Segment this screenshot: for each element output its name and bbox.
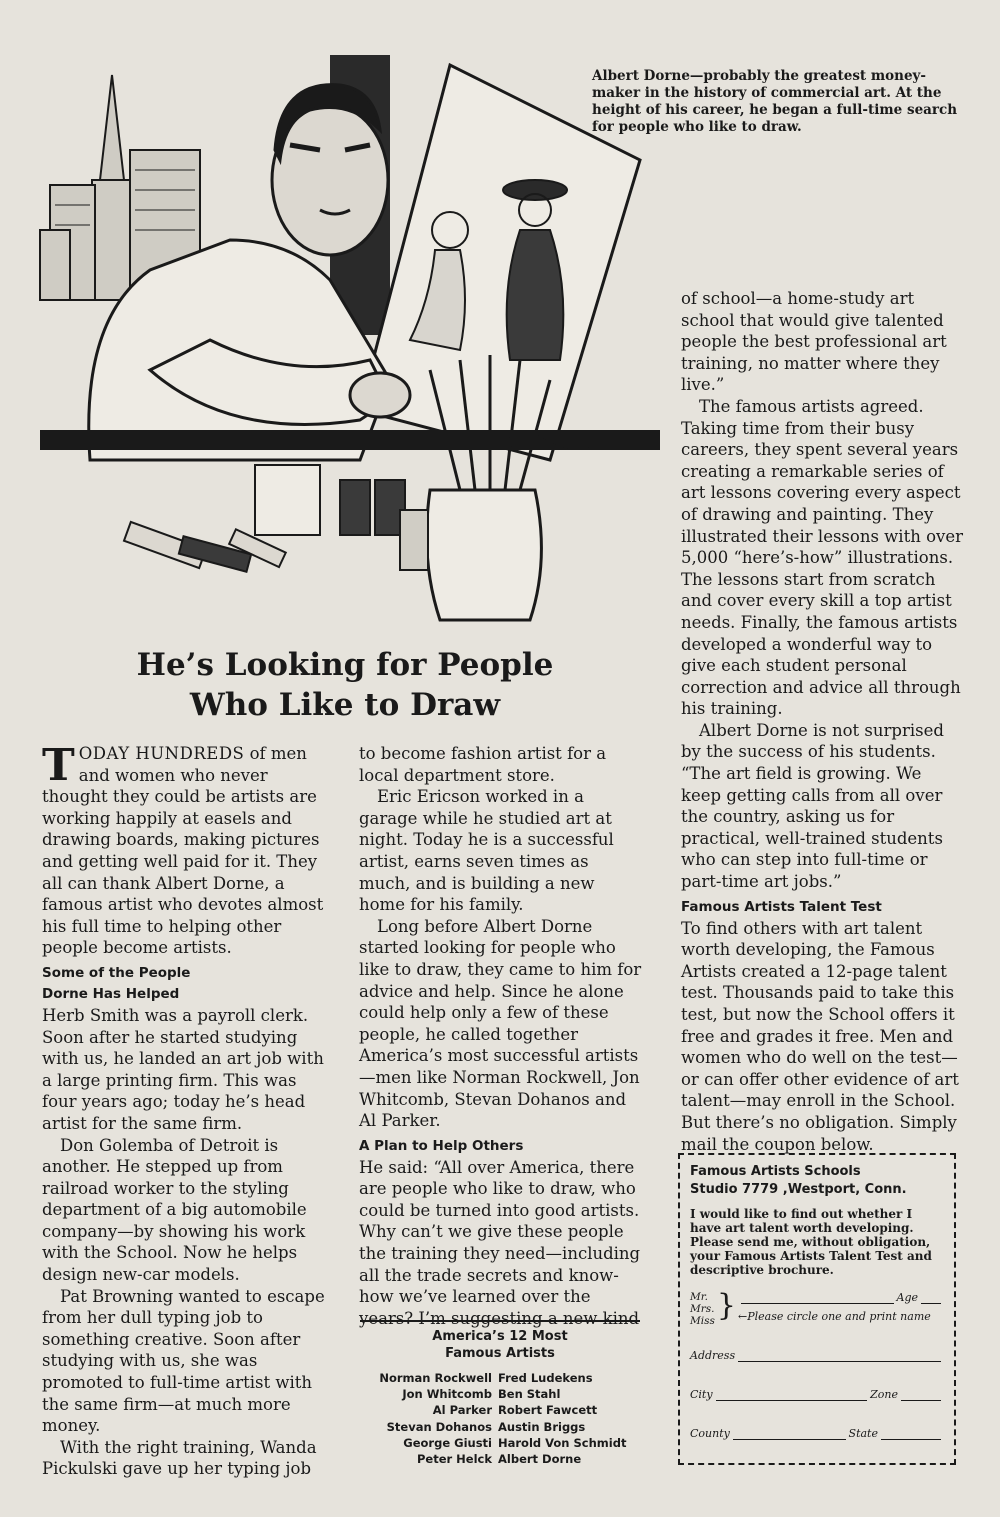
artist-name: George Giusti [403, 1435, 492, 1450]
list-title-line-1: America’s 12 Most [432, 1329, 568, 1344]
name-field[interactable] [741, 1291, 894, 1304]
city-field[interactable] [716, 1388, 868, 1401]
headline-line-2: Who Like to Draw [189, 687, 501, 723]
column-2 [359, 743, 642, 1329]
column-3 [681, 288, 963, 1155]
list-row [360, 1402, 640, 1418]
paragraph-artists-agreed: The famous artists agreed. Taking time from their busy careers, they spent several years creating a remarkable series of art lessons covering every aspect of drawing and painting. They illustrated their lessons with over 5,000 “here’s-how” illustrations. The lessons start from scratch and cover every skill a top artist needs. Finally, the famous artists developed a wonderful way to give each student personal correction and advice all through his training. [681, 396, 963, 719]
subhead-line-1: Some of the People [42, 964, 191, 981]
county-label: County [690, 1427, 730, 1440]
famous-artists-list [360, 1320, 640, 1467]
paragraph-pat-browning: Pat Browning wanted to escape from her dull typing job to something creative. Soon after studying with us, she was promoted to full-time artist with the same firm—at much more money. [42, 1286, 325, 1436]
city-zone-row [690, 1388, 944, 1401]
list-row [360, 1419, 640, 1435]
name-age-row [738, 1291, 944, 1304]
caption [592, 68, 962, 136]
drop-cap: T [42, 740, 75, 791]
coupon-body: I would like to find out whether I have art talent worth developing. Please send me, without obligation, your Famous Artists Talent Test and descriptive brochure. [690, 1207, 932, 1277]
list-title-line-2: Famous Artists [445, 1346, 555, 1361]
intro-caps: ODAY HUNDREDS [78, 744, 245, 763]
paragraph-he-said: He said: “All over America, there are people who like to draw, who could be turned into good artists. Why can’t we give these people the training they need—including all the trade secrets and know-how we’ve learned over the years? I’m suggesting a new kind [359, 1157, 641, 1328]
address-row [690, 1349, 944, 1362]
list-title [360, 1328, 640, 1362]
list-row [360, 1386, 640, 1402]
zone-field[interactable] [901, 1388, 941, 1401]
coupon-school-name: Famous Artists Schools [690, 1164, 861, 1179]
city-label: City [690, 1388, 713, 1401]
paragraph-herb-smith: Herb Smith was a payroll clerk. Soon after he started studying with us, he landed an art job with a large printing firm. This was four years ago; today he’s head artist for the same firm. [42, 1005, 324, 1133]
paragraph-long-before: Long before Albert Dorne started looking for people who like to draw, they came to him for advice and help. Since he alone could help only a few of these people, he called together America’s most successful artists—men like Norman Rockwell, Jon Whitcomb, Stevan Dohanos and Al Parker. [359, 916, 642, 1131]
age-label: Age [896, 1291, 918, 1304]
mail-coupon[interactable] [678, 1153, 956, 1465]
artist-name: Fred Ludekens [498, 1371, 593, 1385]
artist-illustration [30, 40, 660, 640]
address-label: Address [690, 1349, 736, 1362]
intro-text: of men and women who never thought they could be artists are working happily at easels and drawing boards, making pictures and getting well paid for it. They all can thank Albert Dorne, a famous artist who devotes almost his full time to helping other people become artists. [42, 744, 324, 958]
subhead-talent-test: Famous Artists Talent Test [681, 898, 882, 915]
title-mr[interactable]: Mr. [690, 1291, 708, 1303]
caption-name: Albert Dorne [592, 68, 690, 84]
brace-icon: } [716, 1288, 736, 1323]
headline-line-1: He’s Looking for People [136, 647, 554, 683]
age-field[interactable] [921, 1291, 941, 1304]
zone-label: Zone [870, 1388, 898, 1401]
artist-name: Ben Stahl [498, 1387, 561, 1402]
paragraph-wanda-cont: to become fashion artist for a local department store. [359, 744, 607, 785]
subhead-people-helped [42, 963, 325, 1005]
artist-name: Austin Briggs [498, 1419, 586, 1434]
title-options [690, 1291, 715, 1327]
artist-name: Albert Dorne [498, 1452, 582, 1467]
coupon-studio-address: Studio 7779 ,Westport, Conn. [690, 1182, 907, 1197]
state-field[interactable] [881, 1427, 941, 1440]
name-row [690, 1288, 944, 1327]
coupon-header [690, 1163, 944, 1199]
list-row [360, 1435, 640, 1451]
circle-instruction: ←Please circle one and print name [737, 1310, 931, 1323]
paragraph-don-golemba: Don Golemba of Detroit is another. He stepped up from railroad worker to the styling department of a big automobile company—by showing his work with the School. Now he helps design new-car models. [42, 1135, 307, 1285]
intro-paragraph [42, 740, 325, 959]
paragraph-eric-ericson: Eric Ericson worked in a garage while he studied art at night. Today he is a successful artist, earns seven times as much, and is building a new home for his family. [359, 787, 614, 915]
title-miss[interactable]: Miss [690, 1315, 715, 1327]
subhead-plan: A Plan to Help Others [359, 1137, 524, 1154]
address-field[interactable] [738, 1349, 941, 1362]
caption-text: —probably the greatest money-maker in the history of commercial art. At the height of his career, he began a full-time search for people who like to draw. [592, 68, 958, 135]
title-mrs[interactable]: Mrs. [690, 1303, 715, 1315]
paragraph-wanda-pickulski: With the right training, Wanda Pickulski gave up her typing job [42, 1437, 317, 1479]
county-field[interactable] [733, 1427, 846, 1440]
paragraph-of-school: of school—a home-study art school that would give talented people the best professional art training, no matter where they live.” [681, 289, 947, 395]
list-row [360, 1451, 640, 1467]
paragraph-not-surprised: Albert Dorne is not surprised by the success of his students. “The art field is growing. We keep getting calls from all over the country, asking us for practical, well-trained students who can step into full-time or part-time art jobs.” [681, 720, 944, 892]
artist-name: Al Parker [432, 1403, 492, 1418]
artist-name: Norman Rockwell [379, 1371, 492, 1385]
name-fields [738, 1291, 944, 1327]
subhead-line-2: Dorne Has Helped [42, 985, 180, 1002]
county-state-row [690, 1427, 944, 1440]
artist-name: Stevan Dohanos [386, 1419, 492, 1434]
column-1 [42, 740, 325, 1480]
artist-name: Jon Whitcomb [402, 1387, 492, 1402]
list-row [360, 1370, 640, 1386]
headline [40, 645, 650, 725]
artist-name: Peter Helck [416, 1452, 492, 1467]
artist-name: Harold Von Schmidt [498, 1435, 627, 1450]
artist-name: Robert Fawcett [498, 1403, 598, 1418]
paragraph-talent-test: To find others with art talent worth developing, the Famous Artists created a 12-page talent test. Thousands paid to take this test, but now the School offers it free and grades it free. Men and women who do well on the test—or can offer other evidence of art talent—may enroll in the School. But there’s no obligation. Simply mail the coupon below. [681, 918, 959, 1154]
state-label: State [848, 1427, 878, 1440]
